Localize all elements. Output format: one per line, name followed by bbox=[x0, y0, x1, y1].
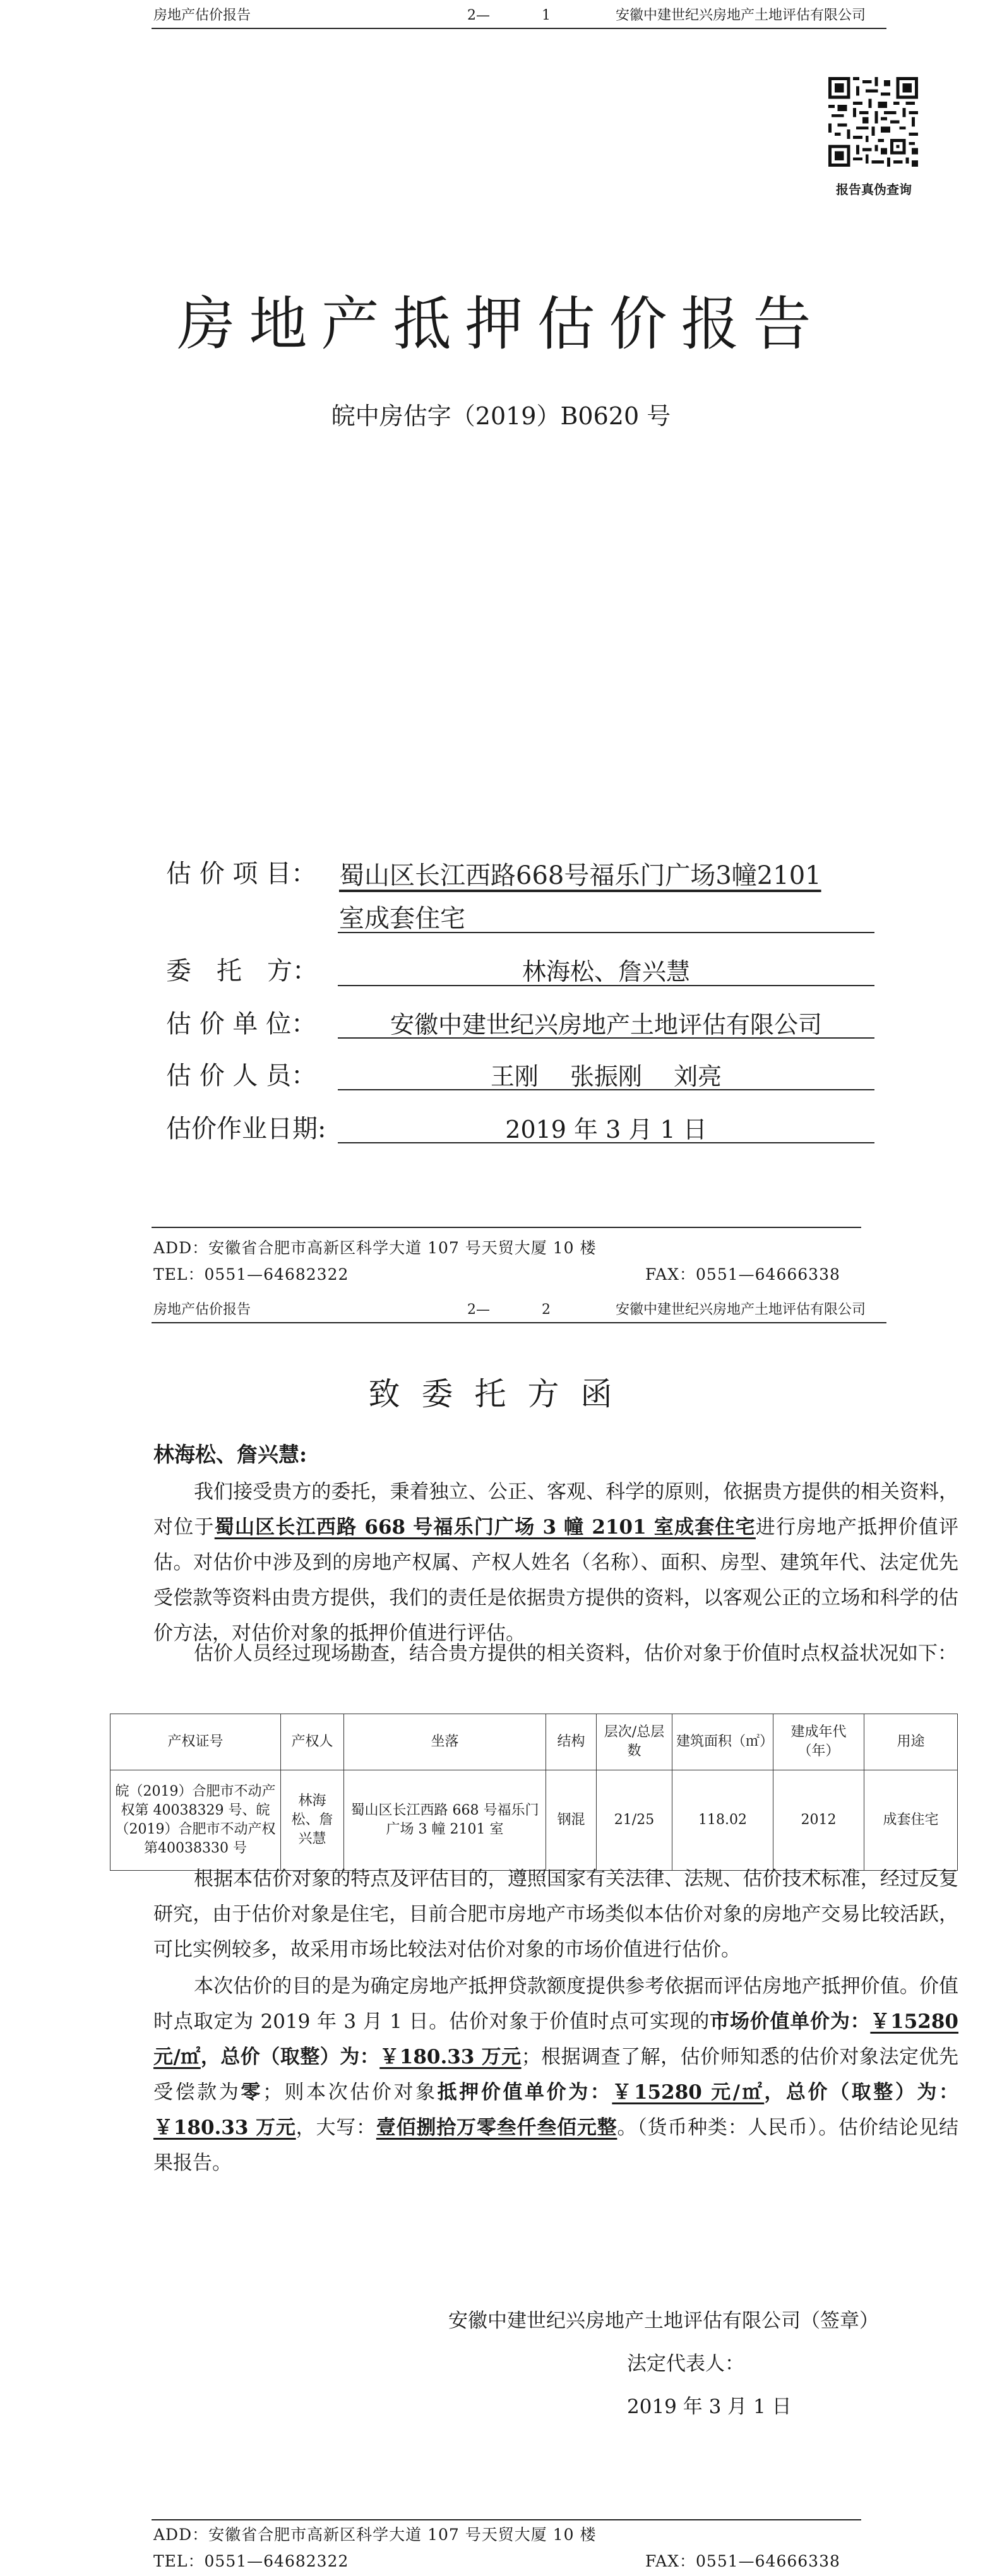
project-underline bbox=[338, 932, 874, 933]
amount-in-words: 壹佰捌拾万零叁仟叁佰元整 bbox=[376, 2116, 617, 2139]
letter-salutation: 林海松、詹兴慧: bbox=[153, 1442, 307, 1467]
table-cell: 蜀山区长江西路 668 号福乐门广场 3 幢 2101 室 bbox=[344, 1770, 546, 1871]
document-number: 皖中房估字（2019）B0620 号 bbox=[331, 402, 671, 430]
unit-label: 估 价 单 位： bbox=[166, 1010, 317, 1039]
letter-paragraph-4: 本次估价的目的是为确定房地产抵押贷款额度提供参考依据而评估房地产抵押价值。价值时点取定为 2019 年 3 月 1 日。估价对象于价值时点可实现的市场价值单价为：￥15280 元/㎡，总价（取整）为：￥180.33 万元；根据调查了解，估价师知悉的估价对象法定优先受偿款为零；则本次估价对象抵押价值单价为：￥15280 元/㎡，总价（取整）为：￥180.33 万元，大写：壹佰捌拾万零叁仟叁佰元整。（货币种类：人民币）。估价结论见结果报告。 bbox=[153, 1975, 959, 2174]
page2-footer-address: ADD：安徽省合肥市高新区科学大道 107 号天贸大厦 10 楼 bbox=[153, 2525, 597, 2544]
project-value-line2: 室成套住宅 bbox=[339, 904, 465, 933]
page1-footer-fax: FAX：0551—64666338 bbox=[645, 1265, 840, 1284]
letter-paragraph-2: 估价人员经过现场勘查，结合贵方提供的相关资料，估价对象于价值时点权益状况如下： bbox=[194, 1642, 957, 1665]
client-underline bbox=[338, 985, 874, 986]
table-header-cell: 建筑面积（㎡） bbox=[672, 1714, 773, 1770]
page1-header-page-prefix: 2— bbox=[467, 8, 490, 23]
report-title: 房地产抵押估价报告 bbox=[177, 290, 825, 358]
table-header-cell: 产权人 bbox=[281, 1714, 344, 1770]
table-cell: 钢混 bbox=[546, 1770, 597, 1871]
staff-underline bbox=[338, 1089, 874, 1090]
market-total-price: ￥180.33 万元 bbox=[379, 2046, 522, 2068]
page1-footer-address: ADD：安徽省合肥市高新区科学大道 107 号天贸大厦 10 楼 bbox=[153, 1239, 597, 1257]
letter-title: 致委托方函 bbox=[368, 1376, 634, 1412]
table-row bbox=[110, 1770, 958, 1871]
table-header-cell: 坐落 bbox=[344, 1714, 546, 1770]
page1-header-right: 安徽中建世纪兴房地产土地评估有限公司 bbox=[616, 8, 866, 23]
page2-header-page-prefix: 2— bbox=[467, 1302, 490, 1318]
page1-footer-rule bbox=[152, 1227, 861, 1228]
table-cell: 2012 bbox=[773, 1770, 864, 1871]
legal-representative: 法定代表人： bbox=[627, 2352, 744, 2375]
page2-header-left: 房地产估价报告 bbox=[153, 1302, 251, 1318]
client-value: 林海松、詹兴慧 bbox=[522, 958, 690, 986]
page2-footer-tel: TEL：0551—64682322 bbox=[153, 2552, 349, 2570]
page2-header-right: 安徽中建世纪兴房地产土地评估有限公司 bbox=[616, 1302, 866, 1318]
table-header-cell: 层次/总层数 bbox=[597, 1714, 672, 1770]
page1-footer-tel: TEL：0551—64682322 bbox=[153, 1265, 349, 1284]
mortgage-unit-price: ￥15280 元/㎡ bbox=[612, 2081, 765, 2104]
table-header-cell: 结构 bbox=[546, 1714, 597, 1770]
page1-header-left: 房地产估价报告 bbox=[153, 8, 251, 23]
unit-value: 安徽中建世纪兴房地产土地评估有限公司 bbox=[390, 1011, 822, 1039]
page2-header-page-number: 2 bbox=[542, 1302, 551, 1318]
qr-caption: 报告真伪查询 bbox=[836, 182, 912, 197]
staff-label: 估 价 人 员： bbox=[166, 1061, 317, 1090]
table-cell: 118.02 bbox=[672, 1770, 773, 1871]
table-header-row bbox=[110, 1714, 958, 1770]
page2-header-rule bbox=[152, 1322, 886, 1323]
letter-paragraph-3: 根据本估价对象的特点及评估目的，遵照国家有关法律、法规、估价技术标准，经过反复研究，由于估价对象是住宅，目前合肥市房地产市场类似本估价对象的房地产交易比较活跃，可比实例较多，故采用市场比较法对估价对象的市场价值进行估价。 bbox=[153, 1868, 958, 1961]
date-value: 2019 年 3 月 1 日 bbox=[505, 1116, 707, 1143]
page1-header-page-number: 1 bbox=[542, 8, 551, 23]
market-unit-price: ￥15280 元/㎡ bbox=[153, 2010, 958, 2068]
qr-code-icon bbox=[828, 77, 918, 167]
page2-footer-fax: FAX：0551—64666338 bbox=[645, 2552, 840, 2570]
table-cell: 21/25 bbox=[597, 1770, 672, 1871]
page1-header-rule bbox=[152, 28, 886, 29]
staff-value: 王刚 张振刚 刘亮 bbox=[490, 1063, 722, 1090]
page2-footer-rule bbox=[152, 2519, 861, 2520]
project-label: 估 价 项 目： bbox=[166, 859, 317, 888]
unit-underline bbox=[338, 1037, 874, 1039]
table-cell: 成套住宅 bbox=[864, 1770, 958, 1871]
table-header-cell: 建成年代（年） bbox=[773, 1714, 864, 1770]
table-cell: 林海松、詹兴慧 bbox=[281, 1770, 344, 1871]
table-cell: 皖（2019）合肥市不动产权第 40038329 号、皖（2019）合肥市不动产权第40038330 号 bbox=[110, 1770, 281, 1871]
date-label: 估价作业日期: bbox=[166, 1114, 326, 1143]
date-underline bbox=[338, 1142, 874, 1143]
signing-company: 安徽中建世纪兴房地产土地评估有限公司（签章） bbox=[448, 2310, 879, 2332]
property-rights-table bbox=[110, 1714, 958, 1871]
table-header-cell: 产权证号 bbox=[110, 1714, 281, 1770]
mortgage-total-price: ￥180.33 万元 bbox=[153, 2116, 296, 2139]
letter-paragraph-1: 我们接受贵方的委托，秉着独立、公正、客观、科学的原则，依据贵方提供的相关资料，对位于蜀山区长江西路 668 号福乐门广场 3 幢 2101 室成套住宅进行房地产抵押价值评估。对估价中涉及到的房地产权属、产权人姓名（名称）、面积、房型、建筑年代、法定优先受偿款等资料由贵方提供，我们的责任是依据贵方提供的资料，以客观公正的立场和科学的估价方法，对估价对象的抵押价值进行评估。 bbox=[153, 1481, 959, 1645]
signing-date: 2019 年 3 月 1 日 bbox=[627, 2395, 792, 2418]
table-header-cell: 用途 bbox=[864, 1714, 958, 1770]
property-address-highlight: 蜀山区长江西路 668 号福乐门广场 3 幢 2101 室成套住宅 bbox=[214, 1516, 756, 1539]
project-value-line1: 蜀山区长江西路668号福乐门广场3幢2101 bbox=[339, 861, 821, 890]
client-label: 委 托 方： bbox=[166, 957, 318, 986]
